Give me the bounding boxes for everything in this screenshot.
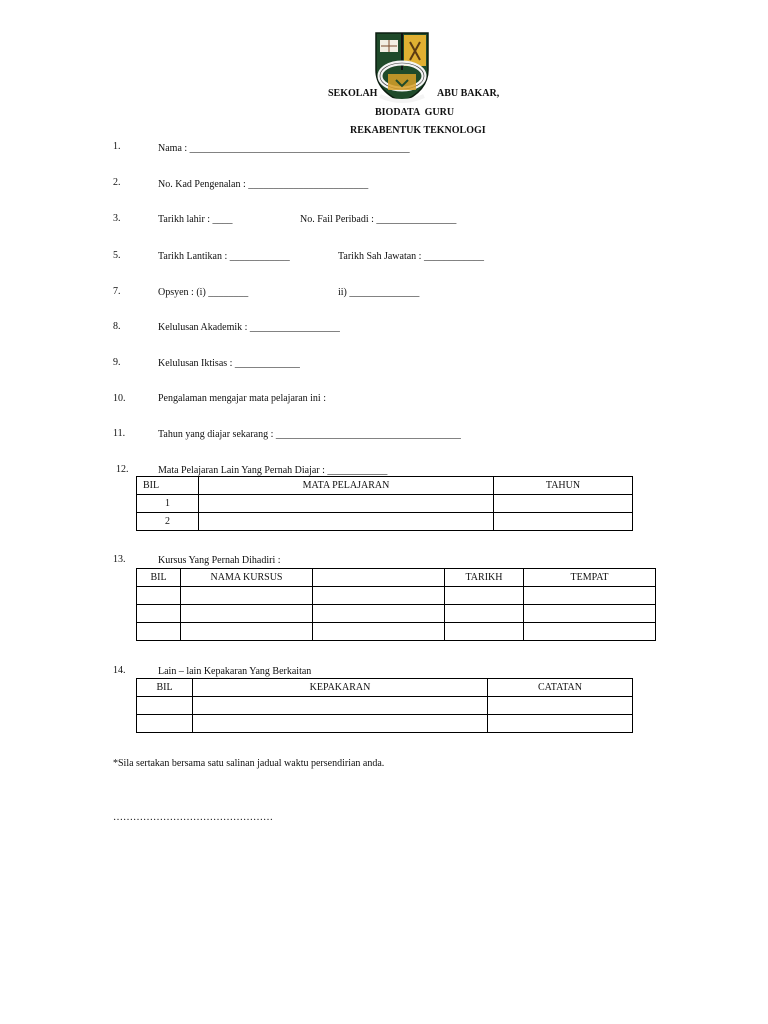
table-row [137,495,633,513]
table-cell[interactable] [313,605,445,623]
table-cell[interactable] [313,587,445,605]
other-subjects-label: Mata Pelajaran Lain Yang Pernah Diajar : ____________ [158,465,388,476]
table-cell[interactable] [193,697,488,715]
table-cell[interactable] [199,495,494,513]
page-title: BIODATA GURU [375,107,455,118]
personal-file-number-field[interactable]: No. Fail Peribadi : ________________ [300,214,457,225]
header-school-left: SEKOLAH [328,88,378,99]
field-number: 5. [113,250,121,261]
table-cell[interactable] [181,587,313,605]
table-cell[interactable] [524,587,656,605]
school-crest-logo [372,30,432,107]
table-cell[interactable] [524,623,656,641]
field-number: 12. [116,464,129,475]
teaching-experience-label: Pengalaman mengajar mata pelajaran ini : [158,393,326,404]
field-number: 14. [113,665,126,676]
table-cell[interactable] [445,587,524,605]
page-subtitle: REKABENTUK TEKNOLOGI [350,125,486,136]
name-field[interactable]: Nama : ____________________________________________ [158,143,410,154]
table-header-row [137,477,633,495]
table-row [137,623,656,641]
field-number: 13. [113,554,126,565]
table-cell[interactable] [137,587,181,605]
table-cell[interactable] [445,605,524,623]
table-row [137,513,633,531]
courses-attended-label: Kursus Yang Pernah Dihadiri : [158,555,281,566]
option-1-field[interactable]: Opsyen : (i) ________ [158,287,249,298]
table-cell[interactable] [524,605,656,623]
column-header: MATA PELAJARAN [199,477,494,495]
ic-number-field[interactable]: No. Kad Pengenalan : ________________________ [158,179,369,190]
column-header: KEPAKARAN [193,679,488,697]
table-row [137,605,656,623]
academic-qualification-field[interactable]: Kelulusan Akademik : __________________ [158,322,340,333]
table-cell[interactable] [445,623,524,641]
footer-note: *Sila sertakan bersama satu salinan jadual waktu persendirian anda. [113,758,385,769]
table-row [137,697,633,715]
other-subjects-table [136,476,633,531]
table-cell[interactable] [181,623,313,641]
column-header [313,569,445,587]
other-expertise-label: Lain – lain Kepakaran Yang Berkaitan [158,666,312,677]
table-cell[interactable] [193,715,488,733]
table-header-row [137,679,633,697]
professional-qualification-field[interactable]: Kelulusan Iktisas : _____________ [158,358,300,369]
header-school-right: ABU BAKAR, [437,88,500,99]
field-number: 2. [113,177,121,188]
table-cell[interactable] [137,605,181,623]
field-number: 1. [113,141,121,152]
appointment-date-field[interactable]: Tarikh Lantikan : ____________ [158,251,290,262]
field-number: 9. [113,357,121,368]
table-cell: 1 [137,495,199,513]
table-header-row [137,569,656,587]
column-header: BIL [137,569,181,587]
column-header: CATATAN [488,679,633,697]
table-cell[interactable] [199,513,494,531]
table-cell[interactable] [488,697,633,715]
column-header: BIL [137,477,199,495]
column-header: TARIKH [445,569,524,587]
table-cell[interactable] [137,623,181,641]
column-header: TEMPAT [524,569,656,587]
table-cell[interactable] [494,495,633,513]
field-number: 10. [113,393,126,404]
table-cell[interactable] [494,513,633,531]
column-header: BIL [137,679,193,697]
birth-date-field[interactable]: Tarikh lahir : ____ [158,214,233,225]
signature-line[interactable]: ………………………………………… [113,812,273,823]
expertise-table [136,678,633,733]
column-header: NAMA KURSUS [181,569,313,587]
table-cell[interactable] [181,605,313,623]
field-number: 3. [113,213,121,224]
column-header: TAHUN [494,477,633,495]
table-cell[interactable] [137,697,193,715]
table-cell[interactable] [488,715,633,733]
table-row [137,587,656,605]
field-number: 8. [113,321,121,332]
table-row [137,715,633,733]
table-cell[interactable] [313,623,445,641]
field-number: 7. [113,286,121,297]
table-cell: 2 [137,513,199,531]
option-2-field[interactable]: ii) ______________ [338,287,420,298]
current-year-taught-field[interactable]: Tahun yang diajar sekarang : _____________________________________ [158,429,461,440]
confirmation-date-field[interactable]: Tarikh Sah Jawatan : ____________ [338,251,484,262]
field-number: 11. [113,428,126,439]
table-cell[interactable] [137,715,193,733]
courses-table [136,568,656,641]
